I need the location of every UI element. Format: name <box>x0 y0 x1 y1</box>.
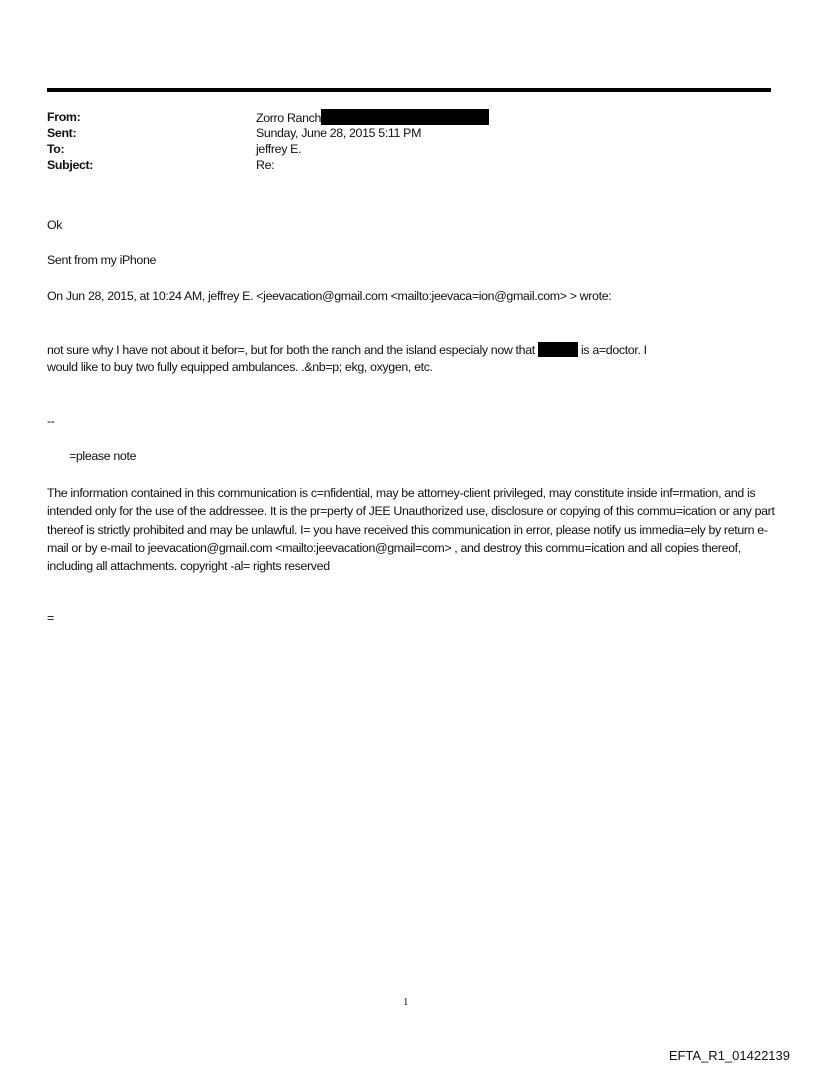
quoted-line-2: would like to buy two fully equipped ambulances. .&nb=p; ekg, oxygen, etc. <box>47 360 433 374</box>
subject-label: Subject: <box>47 158 94 172</box>
separator: -- <box>47 414 55 428</box>
from-value <box>256 109 489 126</box>
page-number: 1 <box>403 996 409 1008</box>
quoted-line-1-a: not sure why I have not about it befor=, but for both the ranch and the island especialy now that <box>47 343 535 357</box>
from-label: From: <box>47 110 81 124</box>
redaction-box <box>538 342 578 357</box>
sent-value: Sunday, June 28, 2015 5:11 PM <box>256 126 422 140</box>
reply-text: Ok <box>47 218 63 232</box>
trailing-char: = <box>47 611 54 625</box>
quoted-line-1-b: is a=doctor. I <box>581 343 647 357</box>
header-rule <box>47 88 771 92</box>
to-value: jeffrey E. <box>256 142 302 156</box>
from-name: Zorro Ranch <box>256 111 322 125</box>
sent-label: Sent: <box>47 126 77 140</box>
subject-value: Re: <box>256 158 275 172</box>
disclaimer: The information contained in this communication is c=nfidential, may be attorney-client privileged, may constitute inside inf=rmation, and is intended only for the use of the addressee. It is the pr=perty of JEE Unauthorized use, disclosure or copying of this commu=ication or any part thereof is strictly prohibited and may be unlawful. I= you have received this communication in error, please notify us immedia=ely by return e-mail or by e-mail to jeevacation@gmail.com <mailto:jeevacation@gmail=com> , and destroy this commu=ication and all copies thereof, including all attachments. copyright -al= rights reserved <box>47 486 775 574</box>
quoted-line-1 <box>47 342 647 358</box>
please-note: =please note <box>69 449 137 463</box>
quote-intro: On Jun 28, 2015, at 10:24 AM, jeffrey E. <jeevacation@gmail.com <mailto:jeevaca=ion@gmail.com> > wrote: <box>47 289 612 303</box>
document-id: EFTA_R1_01422139 <box>668 1048 790 1063</box>
redaction-box <box>321 109 489 125</box>
to-label: To: <box>47 142 65 156</box>
signature: Sent from my iPhone <box>47 253 157 267</box>
